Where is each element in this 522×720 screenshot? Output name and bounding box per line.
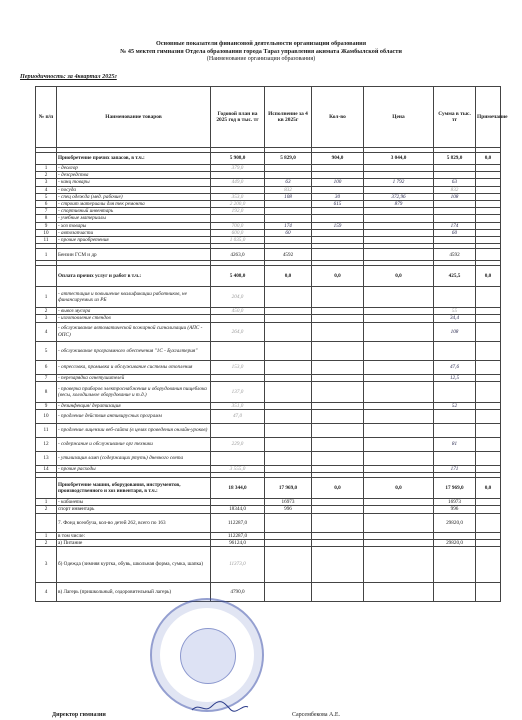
table-row: 11 - продление лицензии веб-сайта (в целях проведения онлайн-уроков) [36, 424, 501, 438]
section-title: 7. Фонд всеобуча, кол-во детей 262, всего по 163 [57, 513, 211, 532]
table-row: 2 - дезсредства [36, 172, 501, 179]
organization-caption: (Наименование организации образования) [206, 56, 316, 62]
table-row: 10 - автозапчасти 600,0 60 60 [36, 229, 501, 236]
table-row: 2 - вывоз мусора 450,0 55 [36, 308, 501, 315]
section-supplies-row: Приобретение прочих запасов, в т.ч.: 5 908,0 5 829,0 904,0 3 044,0 5 829,0 0,0 [36, 153, 501, 165]
table-row: 3 б) Одежда (зимняя куртка, обувь, школьная форма, сумка, шапка) 11373,0 [36, 547, 501, 583]
col-exec: Исполнение за 4 кв 2025г [265, 87, 312, 148]
table-row: 8 - учебные материалы [36, 215, 501, 222]
table-row: 13 - утилизация ламп (содержащих ртуть) дневного света [36, 452, 501, 466]
table-row: 2 а) Питание 96124,0 29820,0 [36, 539, 501, 546]
table-row: 1 в том числе: 112287,0 [36, 532, 501, 539]
table-row: 1 - кабинеты 16973 16973 [36, 499, 501, 506]
table-row: 2 спорт инвентарь 18344,0 996 996 [36, 506, 501, 513]
table-row: 10 - продление действия антивирусных программ 47,0 [36, 410, 501, 424]
report-title: Основные показатели финансовой деятельности организации образования [155, 40, 367, 47]
section-title: Приобретение прочих запасов, в т.ч.: [57, 153, 211, 165]
table-row: 8 - проверка приборов электроснабжения и оборудования пищеблока (весы, холодильное оборудование и т.д.) 137,0 [36, 381, 501, 402]
col-qty: Кол-во [312, 87, 364, 148]
table-row: 12 - содержание и обслуживание орг техники 229,0 81 [36, 438, 501, 452]
table-row: 1 - аттестация и повышение квалификации работников, не финансируемых из РБ 204,0 [36, 287, 501, 308]
section-services-row: Оплата прочих услуг и работ в т.ч.: 5 408,0 0,0 0,0 0,0 425,5 0,0 [36, 266, 501, 287]
table-header-row [36, 87, 501, 148]
section-equipment-row: Приобретение машин, оборудования, инструментов, производственного и хоз инвентаря, в т.ч.: 18 344,0 17 969,0 0,0 0,0 17 969,0 0,0 [36, 478, 501, 499]
col-plan: Годовой план на 2025 год в тыс. тг [211, 87, 265, 148]
table-row: 6 - строит материалы для тек ремонта 2 200,0 615 879 [36, 201, 501, 208]
table-row: 9 - дезинфекция/ дератизация 351,0 52 [36, 402, 501, 409]
table-row: 9 - хоз товары 700,0 174 159 174 [36, 222, 501, 229]
table-row: 7 - спортивный инвентарь 192,0 [36, 208, 501, 215]
table-row: 4 - обслуживание автоматической пожарной сигнализации (АПС - ОПС) 264,0 108 [36, 322, 501, 341]
director-label: Директор гимназии [52, 712, 106, 718]
organization-name: № 45 мектеп гимназия Отдела образования города Тараз управления акимата Жамбылской области [120, 48, 402, 55]
table-row: 5 - обслуживание программного обеспечения "1С - Бухгалтерия" [36, 341, 501, 360]
table-row: 3 - изготовление стендов 34,4 [36, 315, 501, 322]
col-number: № п/п [36, 87, 57, 148]
table-row: 14 - прочие расходы 3 555,0 171 [36, 466, 501, 473]
official-seal-stamp [150, 598, 264, 712]
col-price: Цена [364, 87, 434, 148]
table-row: 1 - деолгор 379,0 [36, 165, 501, 172]
table-row: 4 - посуда 832 832 [36, 186, 501, 193]
table-row: 3 - канц товары 449,0 63 100 1 792 63 [36, 179, 501, 186]
signature [190, 700, 250, 714]
fuel-row: 1 Бензин ГСМ и др 4263,0 4592 4592 [36, 249, 501, 261]
table-row: 7 - перезарядка огнетушителей 12,5 [36, 374, 501, 381]
table-row: 6 - опрессовка, промывка и обслуживание системы отопления 153,0 47,6 [36, 360, 501, 374]
table-row: 4 в) Лагерь (пришкольный, оздоровительный лагерь) 4790,0 [36, 583, 501, 602]
table-row: 5 - спец одежда (мед. рабочие) 353,0 108 30 372,96 108 [36, 193, 501, 200]
period-label: Периодичность: за 4квартал 2025г [20, 73, 117, 80]
col-sum: Сумма в тыс. тг [434, 87, 476, 148]
col-name: Наименование товаров [57, 87, 211, 148]
section-title: Оплата прочих услуг и работ в т.ч.: [57, 266, 211, 287]
section-fund-row: 7. Фонд всеобуча, кол-во детей 262, всего по 163 112287,0 29820,0 [36, 513, 501, 532]
section-title: Приобретение машин, оборудования, инструментов, производственного и хоз инвентаря, в т.ч.: [57, 478, 211, 499]
table-row: 11 - прочие приобретения 1 035,0 [36, 237, 501, 244]
col-note: Примечание [476, 87, 501, 148]
director-name: Сарсембекова А.Е. [292, 712, 341, 718]
financial-table [35, 86, 508, 602]
